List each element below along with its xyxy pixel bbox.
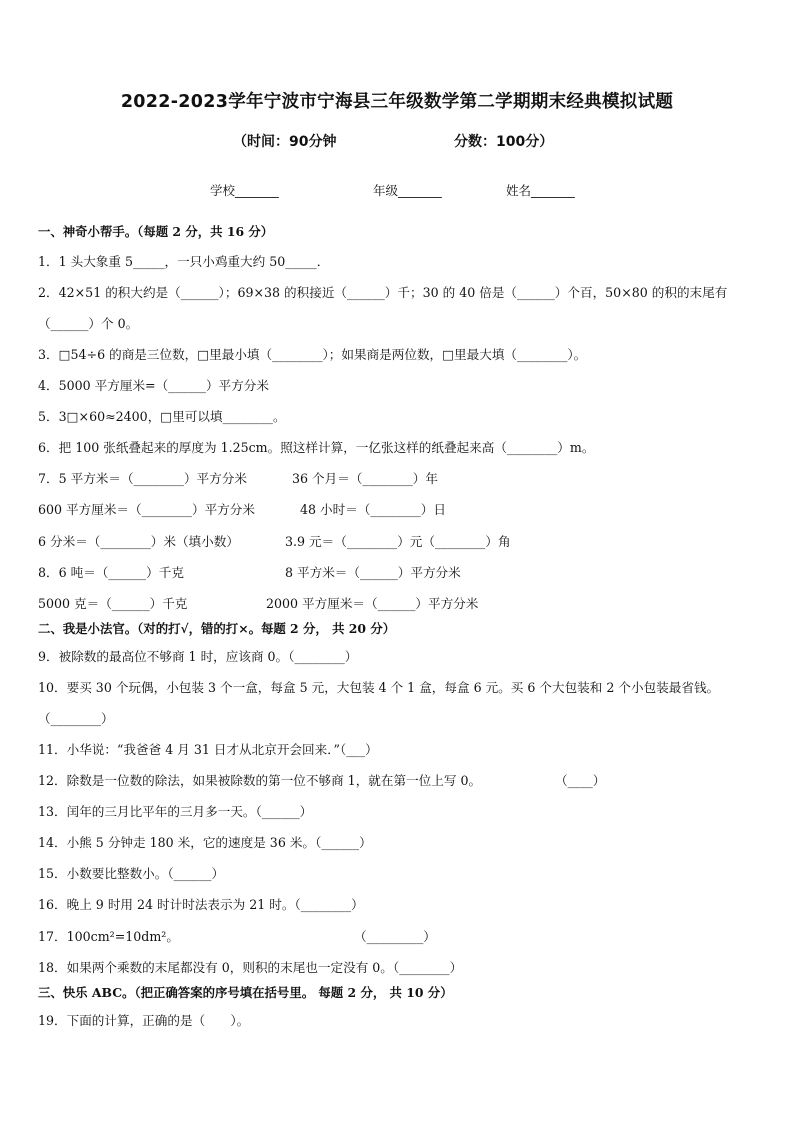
question-7-row2-right: 48 小时＝（________）日 [300, 502, 446, 517]
question-6: 6．把 100 张纸叠起来的厚度为 1.25cm。照这样计算，一亿张这样的纸叠起来高（________）m。 [38, 440, 595, 455]
question-10-cont: （________） [38, 711, 114, 726]
question-8-row2-left: 5000 克＝（______）千克 [38, 596, 188, 611]
question-8-row1-left: 8．6 吨＝（______）千克 [38, 565, 184, 580]
question-12: 12．除数是一位数的除法，如果被除数的第一位不够商 1，就在第一位上写 0。 [38, 773, 482, 788]
section-heading-1: 一、神奇小帮手。（每题 2 分，共 16 分） [38, 224, 274, 239]
question-5: 5．3□×60≈2400，□里可以填________。 [38, 409, 286, 424]
question-4: 4．5000 平方厘米=（______）平方分米 [38, 378, 269, 393]
question-7-row1-left: 7．5 平方米＝（________）平方分米 [38, 471, 247, 486]
question-9: 9．被除数的最高位不够商 1 时，应该商 0。（________） [38, 649, 358, 664]
question-10: 10．要买 30 个玩偶，小包装 3 个一盒，每盒 5 元，大包装 4 个 1 盒，每盒 6 元。买 6 个大包装和 2 个小包装最省钱。 [38, 680, 720, 695]
question-19: 19．下面的计算，正确的是（ ）。 [38, 1013, 250, 1028]
question-18: 18．如果两个乘数的末尾都没有 0，则积的末尾也一定没有 0。（________） [38, 960, 463, 975]
question-17-answer: （_________） [354, 929, 436, 944]
school-field: 学校_______ [210, 183, 279, 198]
question-7-row2-left: 600 平方厘米＝（________）平方分米 [38, 502, 255, 517]
question-2-cont: （______）个 0。 [38, 316, 139, 331]
section-heading-2: 二、我是小法官。（对的打√，错的打×。每题 2 分， 共 20 分） [38, 621, 396, 636]
question-13: 13．闰年的三月比平年的三月多一天。（______） [38, 804, 313, 819]
exam-score: 分数：100分） [454, 134, 554, 150]
exam-time: （时间：90分钟 [233, 134, 337, 150]
question-11: 11．小华说：“我爸爸 4 月 31 日才从北京开会回来．”（___） [38, 742, 378, 757]
question-7-row3-left: 6 分米＝（________）米（填小数） [38, 534, 239, 549]
section-heading-3: 三、快乐 ABC。（把正确答案的序号填在括号里。 每题 2 分， 共 10 分） [38, 985, 453, 1000]
question-2: 2．42×51 的积大约是（______）；69×38 的积接近（______）千；30 的 40 倍是（______）个百，50×80 的积的末尾有 [38, 285, 728, 300]
question-3: 3．□54÷6 的商是三位数，□里最小填（________）；如果商是两位数，□里最大填（________）。 [38, 347, 587, 362]
question-14: 14．小熊 5 分钟走 180 米，它的速度是 36 米。（______） [38, 835, 372, 850]
question-8-row1-right: 8 平方米＝（______）平方分米 [285, 565, 461, 580]
question-7-row1-right: 36 个月＝（________）年 [292, 471, 438, 486]
name-field: 姓名_______ [506, 183, 575, 198]
page-title: 2022-2023学年宁波市宁海县三年级数学第二学期期末经典模拟试题 [120, 92, 674, 112]
question-12-answer: （____） [555, 773, 606, 788]
question-7-row3-right: 3.9 元＝（________）元（________）角 [285, 534, 511, 549]
question-8-row2-right: 2000 平方厘米＝（______）平方分米 [266, 596, 479, 611]
question-16: 16．晚上 9 时用 24 时计时法表示为 21 时。（________） [38, 897, 364, 912]
grade-field: 年级_______ [373, 183, 442, 198]
question-15: 15．小数要比整数小。（______） [38, 866, 225, 881]
question-1: 1．1 头大象重 5_____，一只小鸡重大约 50_____． [38, 254, 330, 269]
question-17: 17．100cm²=10dm²。 [38, 929, 179, 944]
